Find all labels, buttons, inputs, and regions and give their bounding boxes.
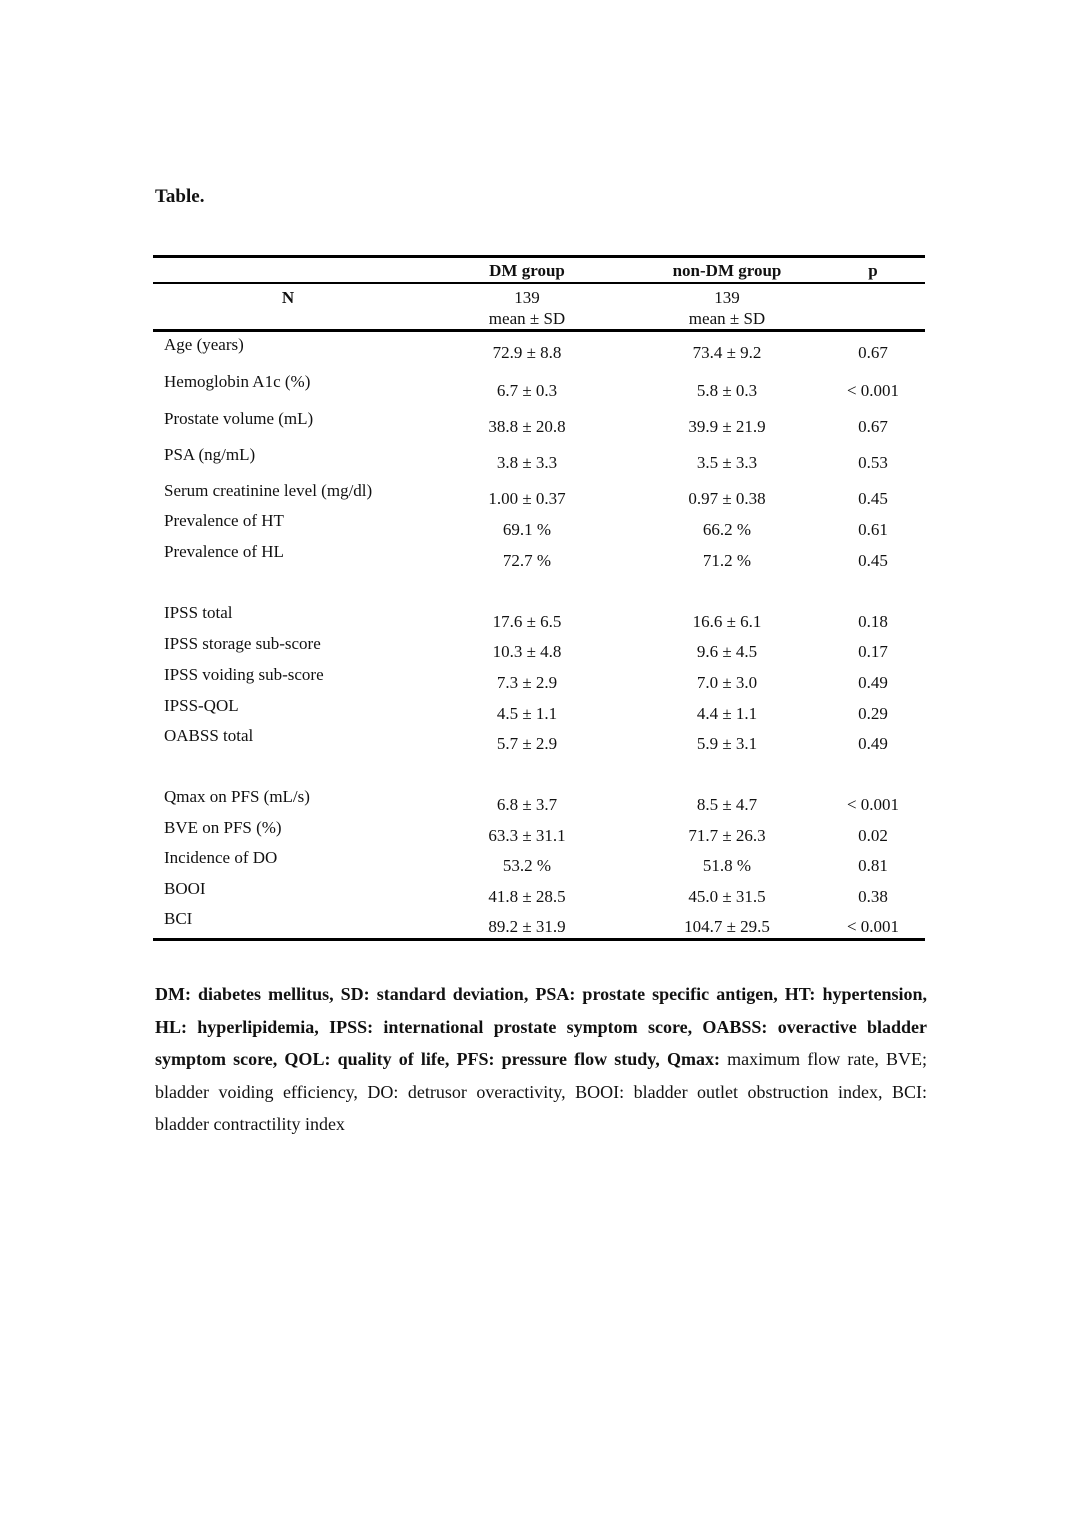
row-non-dm-value: 5.8 ± 0.3	[696, 381, 758, 400]
row-non-dm-value: 104.7 ± 29.5	[684, 917, 770, 936]
row-label: PSA (ng/mL)	[164, 445, 256, 464]
row-p-value: 0.45	[858, 551, 888, 570]
row-label: Prostate volume (mL)	[164, 409, 314, 428]
footnote-bold-text: DM: diabetes mellitus, SD: standard deviation, PSA: prostate specific antigen, HT: hypertension, HL: hyperlipidemia, IPSS: international prostate symptom score, OABSS: overactive bladder symptom score, QOL: quality of life, PFS: pressure flow study, Qmax:	[155, 984, 927, 1069]
row-dm-value: 5.7 ± 2.9	[496, 734, 558, 753]
row-non-dm-value: 73.4 ± 9.2	[692, 343, 762, 362]
row-non-dm-value: 8.5 ± 4.7	[696, 795, 758, 814]
row-p-value: 0.61	[858, 520, 888, 539]
row-label: IPSS total	[164, 603, 233, 622]
row-non-dm-value: 51.8 %	[702, 856, 752, 875]
row-p-value: < 0.001	[846, 795, 900, 814]
row-p-value: 0.18	[858, 612, 888, 631]
row-p-value: < 0.001	[846, 917, 900, 936]
row-dm-value: 69.1 %	[502, 520, 552, 539]
row-dm-value: 89.2 ± 31.9	[488, 917, 566, 936]
row-non-dm-value: 45.0 ± 31.5	[688, 887, 766, 906]
row-dm-value: 1.00 ± 0.37	[488, 489, 566, 508]
row-dm-value: 10.3 ± 4.8	[492, 642, 562, 661]
row-p-value: 0.53	[858, 453, 888, 472]
table-bottom-rule	[153, 938, 925, 941]
footnote-regular-text: maximum flow rate, BVE; bladder voiding efficiency, DO: detrusor overactivity, BOOI: bladder outlet obstruction index, BCI: bladder contractility index	[155, 1049, 927, 1134]
row-label: Prevalence of HT	[164, 511, 284, 530]
row-p-value: < 0.001	[846, 381, 900, 400]
table-title: Table.	[155, 186, 205, 207]
row-p-value: 0.29	[858, 704, 888, 723]
subheader-rule	[153, 329, 925, 332]
row-dm-value: 63.3 ± 31.1	[488, 826, 566, 845]
row-dm-value: 4.5 ± 1.1	[496, 704, 558, 723]
row-label: IPSS storage sub-score	[164, 634, 321, 653]
row-dm-value: 7.3 ± 2.9	[496, 673, 558, 692]
stat-dm: mean ± SD	[488, 309, 566, 328]
row-label: OABSS total	[164, 726, 254, 745]
row-non-dm-value: 71.7 ± 26.3	[688, 826, 766, 845]
row-non-dm-value: 4.4 ± 1.1	[696, 704, 758, 723]
n-non-dm: 139	[714, 288, 740, 307]
row-p-value: 0.38	[858, 887, 888, 906]
row-label: IPSS-QOL	[164, 696, 239, 715]
row-label: Serum creatinine level (mg/dl)	[164, 481, 373, 500]
stat-non-dm: mean ± SD	[688, 309, 766, 328]
row-non-dm-value: 66.2 %	[702, 520, 752, 539]
row-dm-value: 72.9 ± 8.8	[492, 343, 562, 362]
row-dm-value: 17.6 ± 6.5	[492, 612, 562, 631]
table-top-rule	[153, 255, 925, 258]
row-dm-value: 53.2 %	[502, 856, 552, 875]
row-label: IPSS voiding sub-score	[164, 665, 324, 684]
row-label: BCI	[164, 909, 193, 928]
row-dm-value: 72.7 %	[502, 551, 552, 570]
row-non-dm-value: 16.6 ± 6.1	[692, 612, 762, 631]
row-dm-value: 6.8 ± 3.7	[496, 795, 558, 814]
row-non-dm-value: 9.6 ± 4.5	[696, 642, 758, 661]
row-non-dm-value: 5.9 ± 3.1	[696, 734, 758, 753]
row-label: BVE on PFS (%)	[164, 818, 282, 837]
header-rule	[153, 282, 925, 284]
row-label: Incidence of DO	[164, 848, 278, 867]
header-dm-group: DM group	[489, 261, 565, 280]
row-p-value: 0.02	[858, 826, 888, 845]
row-p-value: 0.67	[858, 343, 888, 362]
row-p-value: 0.81	[858, 856, 888, 875]
header-p-value: p	[868, 261, 878, 280]
row-label: Age (years)	[164, 335, 244, 354]
table-footnote	[155, 978, 927, 1141]
row-dm-value: 6.7 ± 0.3	[496, 381, 558, 400]
row-p-value: 0.67	[858, 417, 888, 436]
row-p-value: 0.17	[858, 642, 888, 661]
row-non-dm-value: 39.9 ± 21.9	[688, 417, 766, 436]
row-non-dm-value: 3.5 ± 3.3	[696, 453, 758, 472]
row-dm-value: 38.8 ± 20.8	[488, 417, 566, 436]
row-p-value: 0.49	[858, 734, 888, 753]
header-non-dm-group: non-DM group	[672, 261, 782, 280]
row-non-dm-value: 7.0 ± 3.0	[696, 673, 758, 692]
row-label: Prevalence of HL	[164, 542, 284, 561]
row-label: Hemoglobin A1c (%)	[164, 372, 311, 391]
row-non-dm-value: 0.97 ± 0.38	[688, 489, 766, 508]
row-dm-value: 41.8 ± 28.5	[488, 887, 566, 906]
row-dm-value: 3.8 ± 3.3	[496, 453, 558, 472]
n-dm: 139	[514, 288, 540, 307]
n-row-label: N	[281, 288, 295, 307]
row-p-value: 0.49	[858, 673, 888, 692]
row-p-value: 0.45	[858, 489, 888, 508]
row-non-dm-value: 71.2 %	[702, 551, 752, 570]
row-label: BOOI	[164, 879, 206, 898]
row-label: Qmax on PFS (mL/s)	[164, 787, 310, 806]
